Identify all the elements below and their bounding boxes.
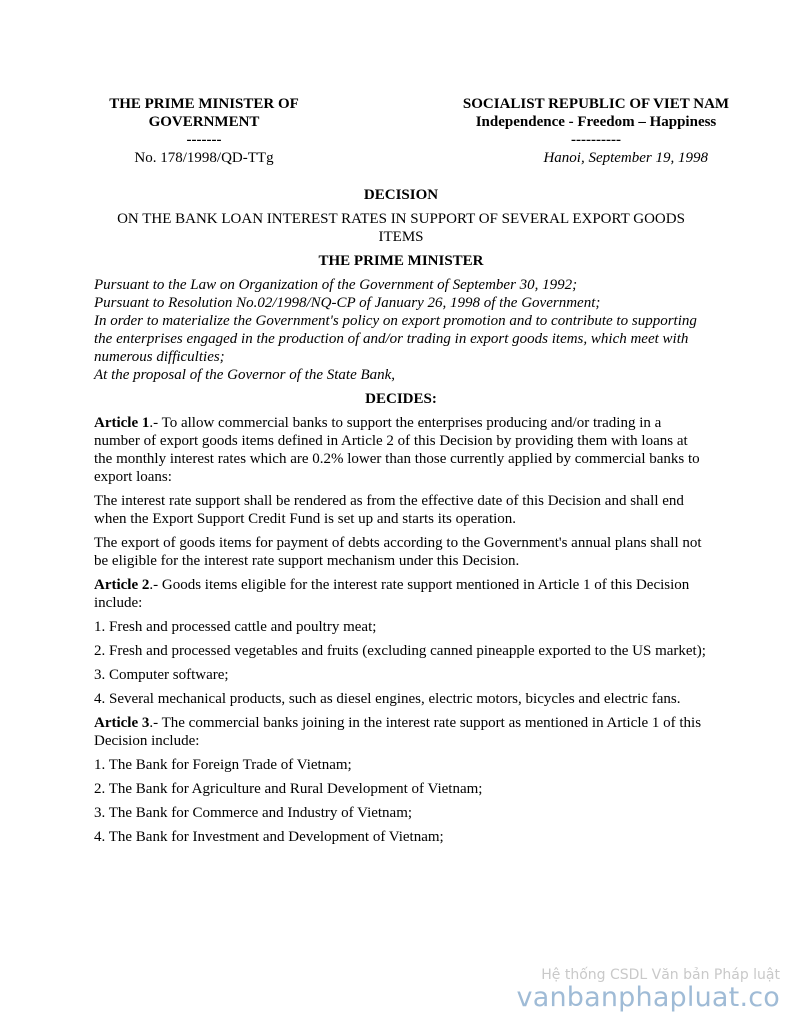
article-1-label: Article 1: [94, 415, 150, 431]
article-3: [94, 714, 708, 750]
preamble-line: In order to materialize the Government's policy on export promotion and to contribute to supporting the enterprises engaged in the production of and/or trading in export goods items, which meet with numerous difficulties;: [94, 313, 697, 365]
issuer-heading: THE PRIME MINISTER: [318, 253, 484, 269]
list-item: 2. Fresh and processed vegetables and fruits (excluding canned pineapple exported to the US market);: [94, 643, 706, 659]
list-item: 3. The Bank for Commerce and Industry of Vietnam;: [94, 805, 413, 821]
list-item: 4. Several mechanical products, such as diesel engines, electric motors, bicycles and electric fans.: [94, 691, 681, 707]
preamble-line: Pursuant to the Law on Organization of the Government of September 30, 1992;: [94, 277, 578, 293]
issuer-line2: GOVERNMENT: [148, 114, 260, 130]
article-2: [94, 576, 708, 612]
preamble-line: At the proposal of the Governor of the State Bank,: [94, 367, 396, 383]
issuer-line1: THE PRIME MINISTER OF: [109, 96, 299, 112]
article-2-text: .- Goods items eligible for the interest rate support mentioned in Article 1 of this Decision include:: [94, 577, 690, 611]
list-item: 3. Computer software;: [94, 667, 229, 683]
article-1-text: .- To allow commercial banks to support the enterprises producing and/or trading in a number of export goods items defined in Article 2 of this Decision by providing them with loans at the monthly interest rates which are 0.2% lower than those currently applied by commercial banks to export loans:: [94, 415, 700, 485]
document-title: DECISION: [363, 187, 439, 203]
document-header: [94, 95, 730, 167]
preamble: [94, 276, 708, 384]
watermark-site: vanbanphapluat.co: [516, 982, 780, 1013]
article-1: [94, 414, 708, 486]
article-1-paragraph-2: The interest rate support shall be rendered as from the effective date of this Decision and shall end when the Export Support Credit Fund is set up and starts its operation.: [94, 493, 684, 527]
document-subtitle: ON THE BANK LOAN INTEREST RATES IN SUPPORT OF SEVERAL EXPORT GOODS ITEMS: [117, 211, 685, 245]
decides-heading: DECIDES:: [365, 391, 437, 407]
list-item: 2. The Bank for Agriculture and Rural Development of Vietnam;: [94, 781, 483, 797]
issuer-separator: -------: [186, 132, 222, 148]
document-page: [94, 95, 730, 846]
motto-separator: ----------: [571, 132, 621, 148]
country-name: SOCIALIST REPUBLIC OF VIET NAM: [462, 96, 730, 112]
article-3-text: .- The commercial banks joining in the interest rate support as mentioned in Article 1 of this Decision include:: [94, 715, 702, 749]
motto: Independence - Freedom – Happiness: [475, 114, 717, 130]
watermark: [517, 967, 780, 1013]
article-2-label: Article 2: [94, 577, 150, 593]
list-item: 4. The Bank for Investment and Development of Vietnam;: [94, 829, 444, 845]
preamble-line: Pursuant to Resolution No.02/1998/NQ-CP of January 26, 1998 of the Government;: [94, 295, 601, 311]
watermark-caption: Hệ thống CSDL Văn bản Pháp luật: [541, 967, 780, 983]
issuer-block: [94, 95, 314, 167]
document-number: No. 178/1998/QD-TTg: [134, 150, 274, 166]
national-motto-block: [436, 95, 756, 167]
article-3-label: Article 3: [94, 715, 150, 731]
place-date: Hanoi, September 19, 1998: [543, 150, 708, 166]
list-item: 1. The Bank for Foreign Trade of Vietnam;: [94, 757, 352, 773]
article-1-paragraph-3: The export of goods items for payment of debts according to the Government's annual plans shall not be eligible for the interest rate support mechanism under this Decision.: [94, 535, 702, 569]
list-item: 1. Fresh and processed cattle and poultry meat;: [94, 619, 377, 635]
